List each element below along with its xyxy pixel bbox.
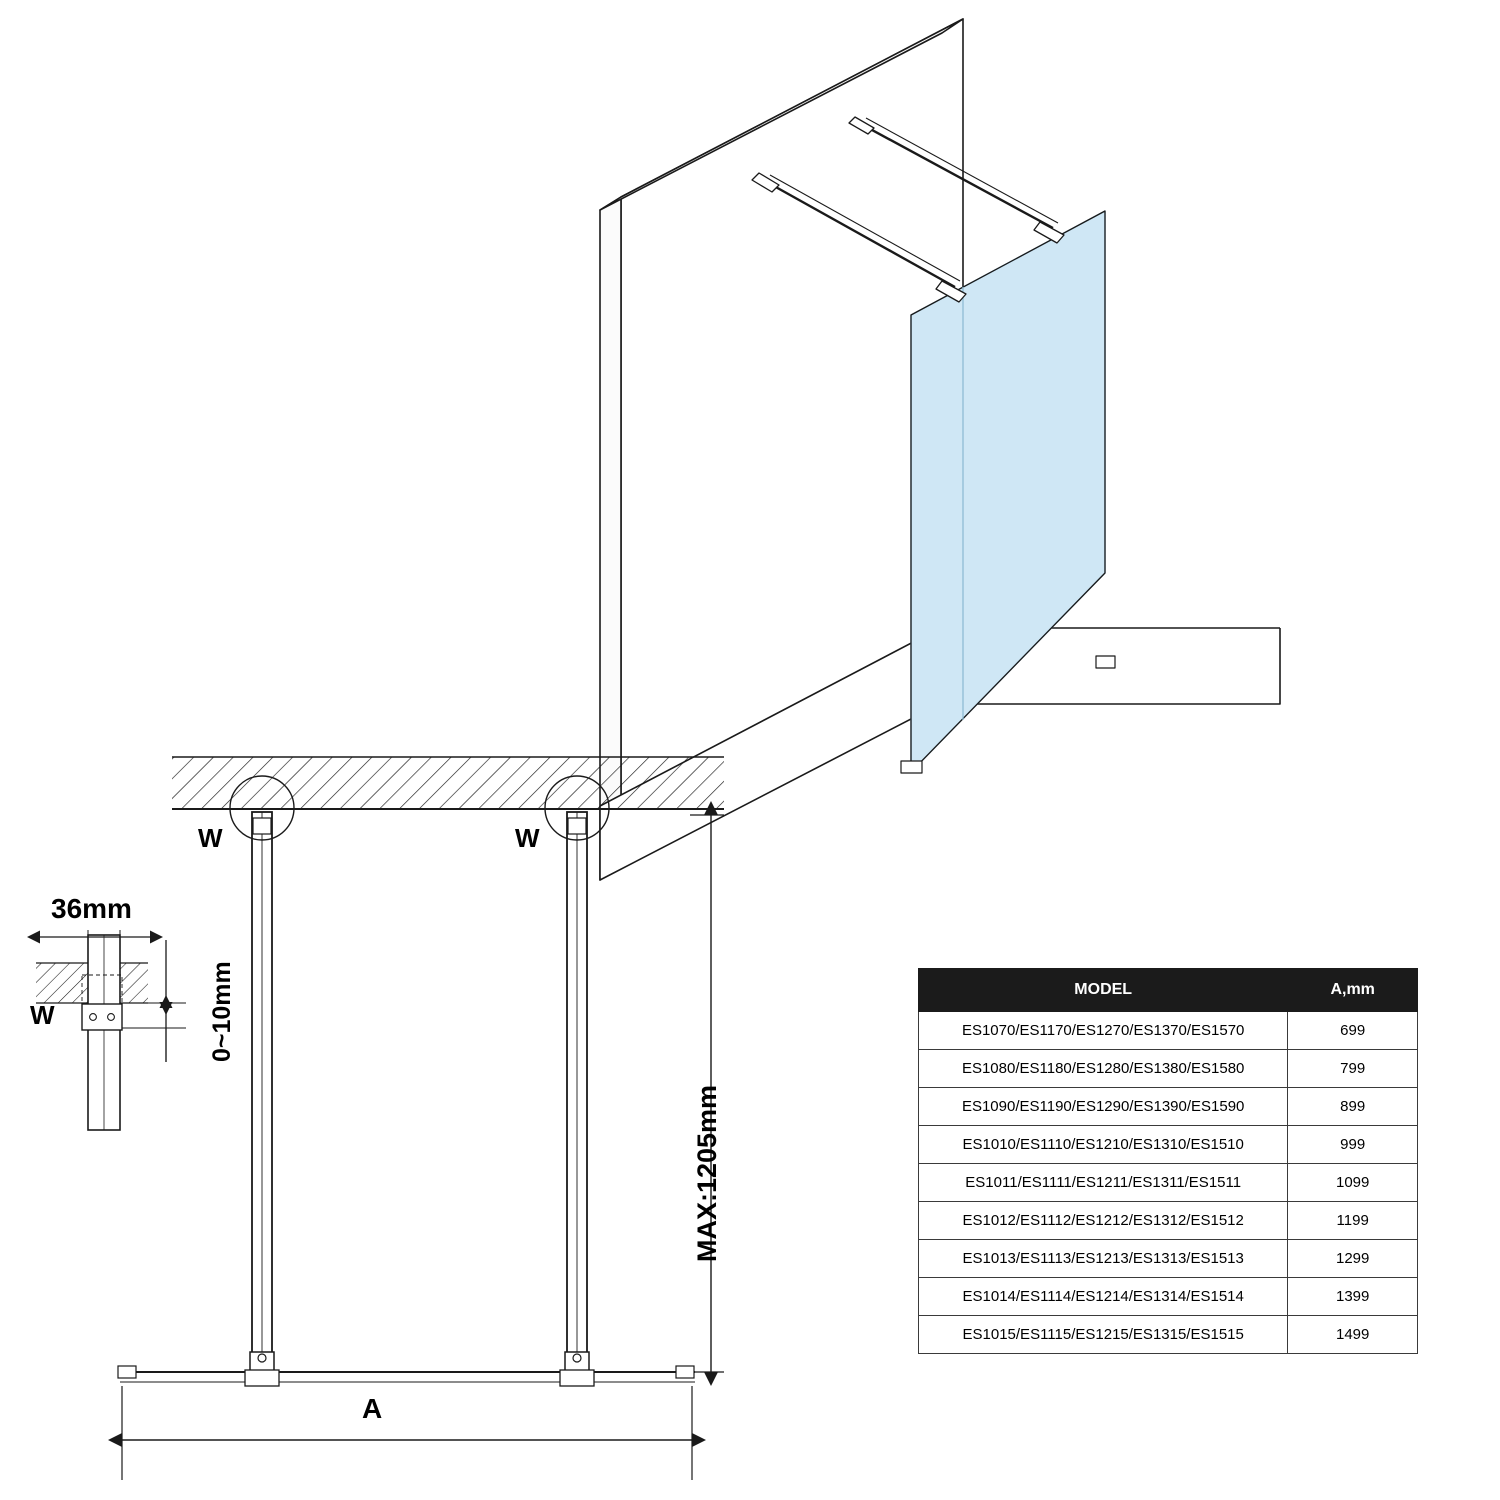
table-cell-a: 799 [1288, 1050, 1418, 1088]
bracket-label-w-left: W [198, 823, 223, 853]
isometric-shower-view [600, 19, 1280, 880]
model-dimension-table [918, 968, 1418, 1354]
dimension-label-max-height: MAX:1205mm [692, 1084, 722, 1262]
bracket-label-w-detail: W [30, 1000, 55, 1030]
table-header-a: A,mm [1288, 969, 1418, 1012]
table-row [919, 1316, 1418, 1354]
table-cell-model: ES1015/ES1115/ES1215/ES1315/ES1515 [919, 1316, 1288, 1354]
table-row [919, 1012, 1418, 1050]
table-cell-a: 899 [1288, 1088, 1418, 1126]
table-header-row [919, 969, 1418, 1012]
table-cell-model: ES1014/ES1114/ES1214/ES1314/ES1514 [919, 1278, 1288, 1316]
table-cell-a: 699 [1288, 1012, 1418, 1050]
table-cell-a: 1099 [1288, 1164, 1418, 1202]
table-row [919, 1240, 1418, 1278]
table-header-model: MODEL [919, 969, 1288, 1012]
table-cell-model: ES1010/ES1110/ES1210/ES1310/ES1510 [919, 1126, 1288, 1164]
table-cell-model: ES1012/ES1112/ES1212/ES1312/ES1512 [919, 1202, 1288, 1240]
table-cell-a: 999 [1288, 1126, 1418, 1164]
table-cell-a: 1299 [1288, 1240, 1418, 1278]
elevation-view [118, 757, 724, 1480]
table-row [919, 1126, 1418, 1164]
table-cell-a: 1199 [1288, 1202, 1418, 1240]
dimension-label-gap: 0~10mm [208, 961, 236, 1062]
table-cell-model: ES1080/ES1180/ES1280/ES1380/ES1580 [919, 1050, 1288, 1088]
table-cell-a: 1499 [1288, 1316, 1418, 1354]
table-row [919, 1088, 1418, 1126]
table-cell-a: 1399 [1288, 1278, 1418, 1316]
bracket-label-w-right: W [515, 823, 540, 853]
table-cell-model: ES1070/ES1170/ES1270/ES1370/ES1570 [919, 1012, 1288, 1050]
table-cell-model: ES1090/ES1190/ES1290/ES1390/ES1590 [919, 1088, 1288, 1126]
table-row [919, 1164, 1418, 1202]
dimension-label-a: A [362, 1393, 383, 1424]
table-row [919, 1202, 1418, 1240]
bracket-detail-view [36, 930, 186, 1130]
table-row [919, 1278, 1418, 1316]
table-cell-model: ES1011/ES1111/ES1211/ES1311/ES1511 [919, 1164, 1288, 1202]
table-cell-model: ES1013/ES1113/ES1213/ES1313/ES1513 [919, 1240, 1288, 1278]
dimension-label-36mm: 36mm [51, 893, 132, 924]
table-row [919, 1050, 1418, 1088]
